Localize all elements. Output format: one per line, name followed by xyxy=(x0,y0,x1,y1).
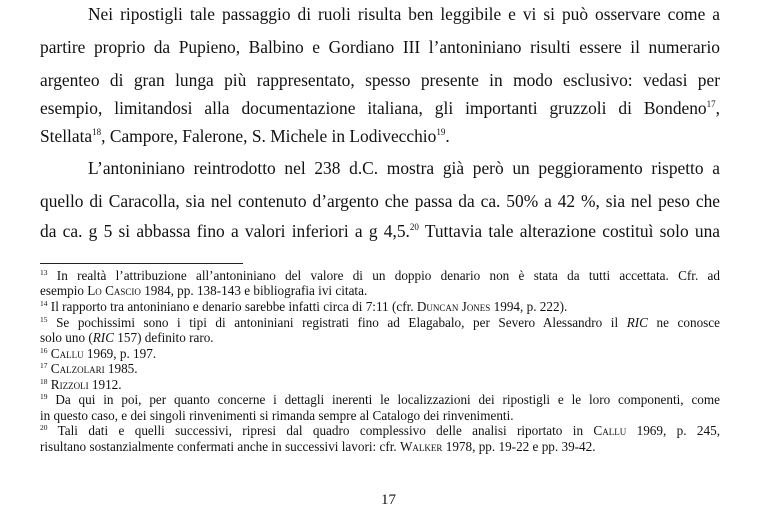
footnote-text: 1985. xyxy=(104,361,138,376)
footnote-text: 1978, pp. 19-22 e pp. 39-42. xyxy=(442,439,596,454)
footnote-text: 1984, pp. 138-143 e bibliografia ivi citata. xyxy=(140,283,368,298)
footnote-15-cont xyxy=(40,330,720,345)
text-run: da ca. g 5 si abbassa fino a valori inferiori a g 4,5. xyxy=(40,221,410,241)
footnote-number: 17 xyxy=(40,361,48,370)
text-run: quello di Caracolla, sia nel contenuto d’argento che passa da ca. 50% a 42 %, sia nel peso che xyxy=(40,191,720,211)
footnote-17 xyxy=(40,361,720,376)
footnote-text: 1994, p. 222). xyxy=(490,299,568,314)
footnote-text: ne conosce xyxy=(647,315,721,330)
author-ref: Rizzoli xyxy=(50,377,89,392)
footnote-text: in questo caso, e dei singoli rinvenimenti si rimanda sempre al Catalogo dei rinvenimenti. xyxy=(40,408,514,423)
body-text-line: esempio, limitandosi alla documentazione italiana, gli importanti gruzzoli di Bondeno$^{17}$, xyxy=(40,98,720,118)
page-number: 17 xyxy=(381,492,396,508)
text-run: argenteo di gran lunga più rappresentato, spesso presente in modo esclusivo: vedasi per xyxy=(40,70,720,90)
body-text-line xyxy=(40,221,720,241)
text-run: . xyxy=(445,126,450,146)
footnote-text: 157) definito raro. xyxy=(114,330,214,345)
footnote-19 xyxy=(40,392,720,407)
text-run: esempio, limitandosi alla documentazione italiana, gli importanti gruzzoli di Bondeno xyxy=(40,98,707,118)
author-ref: Callu xyxy=(593,423,627,438)
footnote-ref[interactable]: 17 xyxy=(706,99,716,109)
footnote-ref[interactable]: 20 xyxy=(409,222,419,232)
footnote-18 xyxy=(40,377,720,392)
footnote-text: 1969, p. 197. xyxy=(83,346,157,361)
footnote-15 xyxy=(40,315,720,330)
footnote-19-cont xyxy=(40,408,720,423)
author-ref: Callu xyxy=(50,346,84,361)
text-run: Stellata xyxy=(40,126,93,146)
footnote-text: 1969, p. 245, xyxy=(626,423,721,438)
footnote-text: Tali dati e quelli successivi, ripresi dal quadro complessivo delle analisi riportato in xyxy=(57,423,594,438)
footnote-13-cont xyxy=(40,283,720,298)
author-ref: Calzolari xyxy=(50,361,105,376)
footnote-text: In realtà l’attribuzione all’antoniniano del valore di un doppio denario non è stata da tutti accettata. Cfr. ad xyxy=(56,268,720,283)
footnote-ref[interactable]: 18 xyxy=(92,127,102,137)
footnote-number: 15 xyxy=(40,315,48,324)
body-text-line xyxy=(88,158,720,178)
footnote-separator xyxy=(40,263,243,264)
body-text-line xyxy=(40,191,720,211)
text-run: Nei ripostigli tale passaggio di ruoli risulta ben leggibile e vi si può osservare come a xyxy=(88,4,720,24)
footnote-ref[interactable]: 19 xyxy=(436,127,446,137)
footnote-number: 16 xyxy=(40,346,48,355)
footnote-text: Il rapporto tra antoniniano e denario sarebbe infatti circa di 7:11 (cfr. xyxy=(50,299,417,314)
footnote-14 xyxy=(40,299,720,314)
author-ref: Duncan Jones xyxy=(416,299,491,314)
text-run: L’antoniniano reintrodotto nel 238 d.C. mostra già però un peggioramento rispetto a xyxy=(88,158,720,178)
footnote-13 xyxy=(40,268,720,283)
body-text-line xyxy=(40,126,720,146)
author-ref: Lo Cascio xyxy=(87,283,141,298)
text-run: , Campore, Falerone, S. Michele in Lodivecchio xyxy=(101,126,437,146)
footnote-text: Se pochissimi sono i tipi di antoniniani registrati fino ad Elagabalo, per Severo Alessandro il xyxy=(56,315,627,330)
footnote-text: esempio xyxy=(40,283,88,298)
italic-ref: RIC xyxy=(92,330,114,345)
body-text-line xyxy=(40,70,720,90)
footnote-number: 14 xyxy=(40,299,48,308)
body-text-line xyxy=(40,37,720,57)
text-run: Tuttavia tale alterazione costituì solo una xyxy=(418,221,721,241)
footnote-text: Da qui in poi, per quanto concerne i dettagli inerenti le localizzazioni dei ripostigli e le loro componenti, come xyxy=(55,392,720,407)
author-ref: Walker xyxy=(399,439,443,454)
footnote-number: 13 xyxy=(40,268,48,277)
footnote-number: 19 xyxy=(40,392,48,401)
footnote-text: risultano sostanzialmente confermati anche in successivi lavori: cfr. xyxy=(40,439,400,454)
footnote-number: 18 xyxy=(40,377,48,386)
footnote-20 xyxy=(40,423,720,438)
text-run: partire proprio da Pupieno, Balbino e Gordiano III l’antoniniano risulti essere il numerario xyxy=(40,37,720,57)
body-text-line xyxy=(88,4,720,24)
footnote-20-cont xyxy=(40,439,720,454)
italic-ref: RIC xyxy=(626,315,648,330)
footnote-text: 1912. xyxy=(88,377,122,392)
footnote-16 xyxy=(40,346,720,361)
footnote-number: 20 xyxy=(40,423,48,432)
footnote-text: solo uno ( xyxy=(40,330,93,345)
